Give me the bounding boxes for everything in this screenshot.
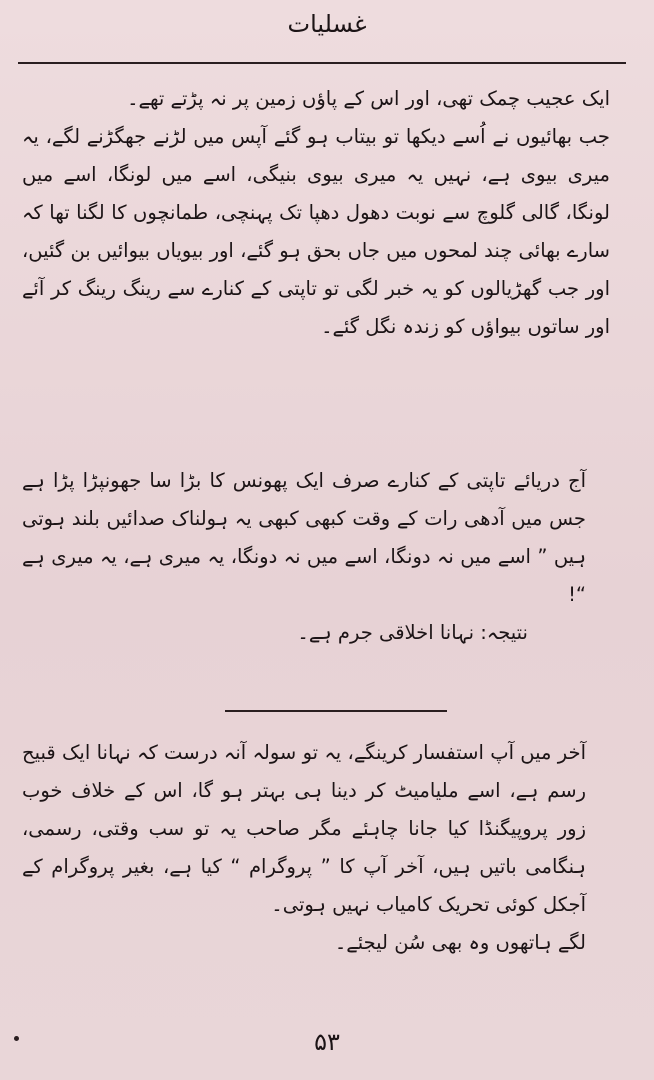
page-number: ۵۳ bbox=[314, 1028, 340, 1056]
text-block-middle bbox=[22, 462, 638, 652]
running-header: غسلیات bbox=[287, 10, 367, 38]
paragraph: آج دریائے تاپتی کے کنارے صرف ایک پھونس کا بڑا سا جھونپڑا پڑا ہے جس میں آدھی رات کے وقت کبھی کبھی یہ ہولناک صدائیں بلند ہوتی ہیں ” اسے میں نہ دونگا، اسے میں نہ دونگا، یہ میری ہے، یہ میری ہے “! bbox=[22, 469, 586, 606]
header-rule bbox=[18, 62, 626, 64]
paragraph: لگے ہاتھوں وہ بھی سُن لیجئے۔ bbox=[334, 931, 586, 954]
moral-line: نتیجہ: نہانا اخلاقی جرم ہے۔ bbox=[297, 621, 528, 644]
paragraph: جب بھائیوں نے اُسے دیکھا تو بیتاب ہو گئے آپس میں لڑنے جھگڑنے لگے، یہ میری بیوی ہے، نہیں یہ میری بیوی بنیگی، اسے میں لونگا، اسے میں لونگا، گالی گلوچ سے نوبت دھول دھپا تک پہنچی، طمانچوں کا لگنا تھا کہ سارے بھائی چند لمحوں میں جاں بحق ہو گئے، اور بیویاں بیوائیں بن گئیں، اور جب گھڑیالوں کو یہ خبر لگی تو تاپتی کے کنارے سے رینگ رینگ کر آئے اور ساتوں بیواؤں کو زندہ نگل گئے۔ bbox=[22, 125, 610, 338]
paragraph: ایک عجیب چمک تھی، اور اس کے پاؤں زمین پر نہ پڑتے تھے۔ bbox=[127, 87, 610, 110]
section-divider bbox=[225, 710, 447, 712]
text-block-bottom bbox=[22, 734, 638, 962]
text-block-top bbox=[22, 80, 638, 346]
paragraph: آخر میں آپ استفسار کرینگے، یہ تو سولہ آنہ درست کہ نہانا ایک قبیح رسم ہے، اسے ملیامیٹ کر دینا ہی بہتر ہو گا، اس کے خلاف خوب زور پروپیگنڈا کیا جانا چاہئے مگر صاحب یہ تو سب وقتی، رسمی، ہنگامی باتیں ہیں، آخر آپ کا ” پروگرام “ کیا ہے، بغیر پروگرام کے آجکل کوئی تحریک کامیاب نہیں ہوتی۔ bbox=[22, 741, 586, 916]
